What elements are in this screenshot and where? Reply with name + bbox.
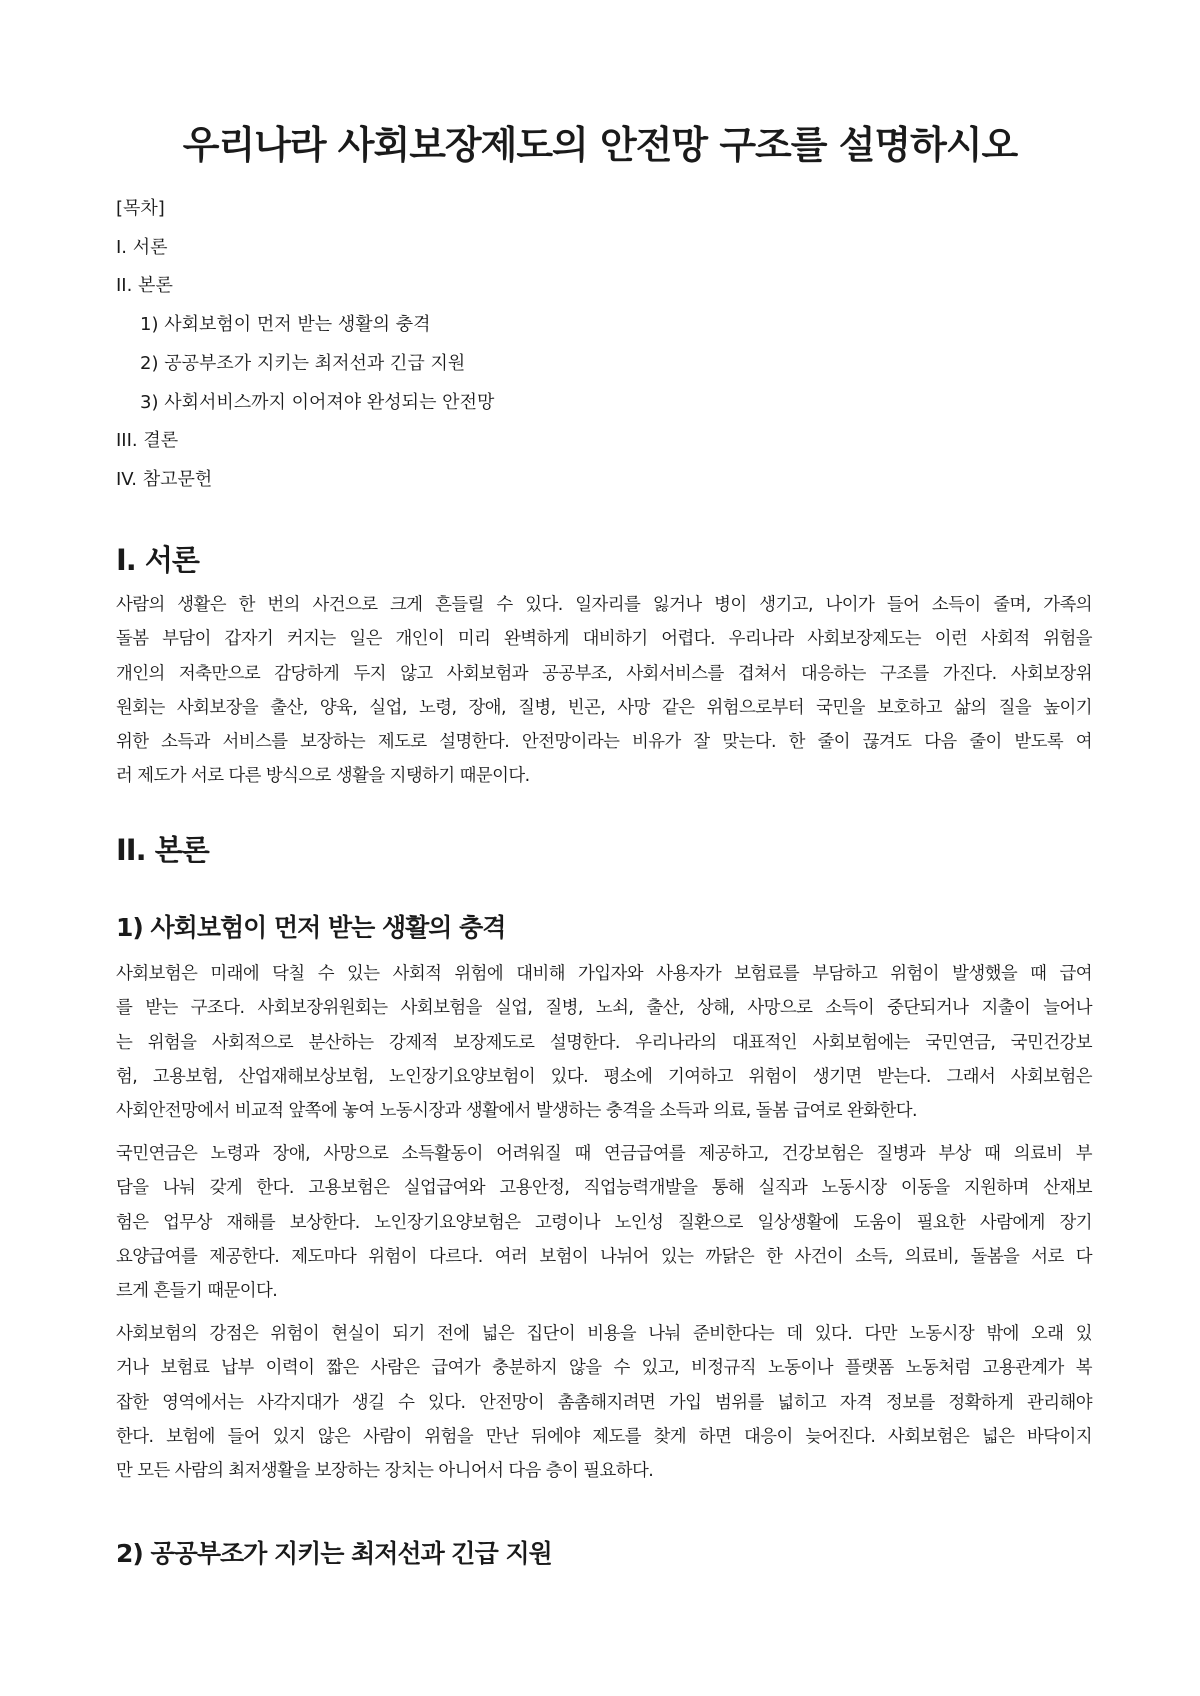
toc-item: 2) 공공부조가 지키는 최저선과 긴급 지원 bbox=[140, 352, 466, 374]
subsection-heading-social-insurance: 1) 사회보험이 먼저 받는 생활의 충격 bbox=[116, 913, 506, 942]
toc-item: IV. 참고문헌 bbox=[116, 468, 213, 490]
text-line: 요양급여를 제공한다. 제도마다 위험이 다르다. 여러 보험이 나뉘어 있는 까닭은 한 사건이 소득, 의료비, 돌봄을 서로 다 bbox=[116, 1246, 1092, 1267]
intro-paragraph bbox=[116, 588, 1092, 794]
text-line: 거나 보험료 납부 이력이 짧은 사람은 급여가 충분하지 않을 수 있고, 비정규직 노동이나 플랫폼 노동처럼 고용관계가 복 bbox=[116, 1358, 1092, 1379]
subsection-heading-public-assistance: 2) 공공부조가 지키는 최저선과 긴급 지원 bbox=[116, 1539, 552, 1568]
text-line: 험은 업무상 재해를 보상한다. 노인장기요양보험은 고령이나 노인성 질환으로 일상생활에 도움이 필요한 사람에게 장기 bbox=[116, 1212, 1092, 1233]
section-heading-intro: I. 서론 bbox=[116, 543, 199, 577]
table-of-contents bbox=[116, 190, 1096, 500]
toc-item: I. 서론 bbox=[116, 236, 168, 258]
section-heading-body: II. 본론 bbox=[116, 833, 209, 867]
text-line: 원회는 사회보장을 출산, 양육, 실업, 노령, 장애, 질병, 빈곤, 사망 같은 위험으로부터 국민을 보호하고 삶의 질을 높이기 bbox=[116, 697, 1093, 718]
text-line: 사회보험의 강점은 위험이 현실이 되기 전에 넓은 집단이 비용을 나눠 준비한다는 데 있다. 다만 노동시장 밖에 오래 있 bbox=[116, 1324, 1092, 1344]
text-line: 개인의 저축만으로 감당하게 두지 않고 사회보험과 공공부조, 사회서비스를 겹쳐서 대응하는 구조를 가진다. 사회보장위 bbox=[116, 663, 1092, 684]
text-line: 만 모든 사람의 최저생활을 보장하는 장치는 아니어서 다음 층이 필요하다. bbox=[116, 1461, 654, 1482]
social-insurance-paragraph-3 bbox=[116, 1317, 1092, 1488]
text-line: 사회보험은 미래에 닥칠 수 있는 사회적 위험에 대비해 가입자와 사용자가 보험료를 부담하고 위험이 발생했을 때 급여 bbox=[116, 964, 1092, 984]
social-insurance-paragraph-2 bbox=[116, 1137, 1092, 1308]
toc-item: 3) 사회서비스까지 이어져야 완성되는 안전망 bbox=[140, 391, 495, 413]
text-line: 사람의 생활은 한 번의 사건으로 크게 흔들릴 수 있다. 일자리를 잃거나 병이 생기고, 나이가 들어 소득이 줄며, 가족의 bbox=[116, 595, 1092, 615]
text-line: 돌봄 부담이 갑자기 커지는 일은 개인이 미리 완벽하게 대비하기 어렵다. 우리나라 사회보장제도는 이런 사회적 위험을 bbox=[116, 629, 1092, 650]
document-title: 우리나라 사회보장제도의 안전망 구조를 설명하시오 bbox=[182, 123, 1018, 167]
text-line: 위한 소득과 서비스를 보장하는 제도로 설명한다. 안전망이라는 비유가 잘 맞는다. 한 줄이 끊겨도 다음 줄이 받도록 여 bbox=[116, 732, 1092, 753]
text-line: 를 받는 구조다. 사회보장위원회는 사회보험을 실업, 질병, 노쇠, 출산, 상해, 사망으로 소득이 중단되거나 지출이 늘어나 bbox=[116, 998, 1092, 1019]
text-line: 르게 흔들기 때문이다. bbox=[116, 1281, 278, 1302]
text-line: 한다. 보험에 들어 있지 않은 사람이 위험을 만난 뒤에야 제도를 찾게 하면 대응이 늦어진다. 사회보험은 넓은 바닥이지 bbox=[116, 1426, 1093, 1447]
toc-heading: [목차] bbox=[116, 198, 165, 219]
toc-item: 1) 사회보험이 먼저 받는 생활의 충격 bbox=[140, 314, 431, 336]
text-line: 잡한 영역에서는 사각지대가 생길 수 있다. 안전망이 촘촘해지려면 가입 범위를 넓히고 자격 정보를 정확하게 관리해야 bbox=[116, 1392, 1092, 1413]
text-line: 험, 고용보험, 산업재해보상보험, 노인장기요양보험이 있다. 평소에 기여하고 위험이 생기면 받는다. 그래서 사회보험은 bbox=[116, 1066, 1092, 1087]
text-line: 담을 나눠 갖게 한다. 고용보험은 실업급여와 고용안정, 직업능력개발을 통해 실직과 노동시장 이동을 지원하며 산재보 bbox=[116, 1178, 1092, 1199]
text-line: 는 위험을 사회적으로 분산하는 강제적 보장제도로 설명한다. 우리나라의 대표적인 사회보험에는 국민연금, 국민건강보 bbox=[116, 1032, 1092, 1053]
text-line: 국민연금은 노령과 장애, 사망으로 소득활동이 어려워질 때 연금급여를 제공하고, 건강보험은 질병과 부상 때 의료비 부 bbox=[116, 1144, 1092, 1164]
toc-item: III. 결론 bbox=[116, 430, 179, 452]
text-line: 러 제도가 서로 다른 방식으로 생활을 지탱하기 때문이다. bbox=[116, 766, 530, 787]
social-insurance-paragraph-1 bbox=[116, 957, 1092, 1128]
text-line: 사회안전망에서 비교적 앞쪽에 놓여 노동시장과 생활에서 발생하는 충격을 소득과 의료, 돌봄 급여로 완화한다. bbox=[116, 1101, 917, 1122]
toc-item: II. 본론 bbox=[116, 275, 173, 297]
